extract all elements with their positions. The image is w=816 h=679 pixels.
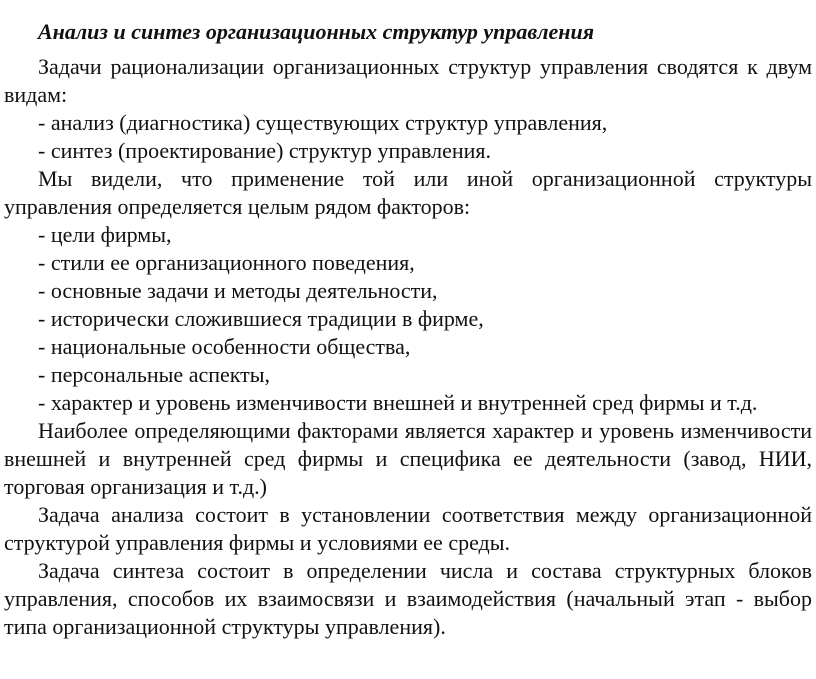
list-item-analysis: - анализ (диагностика) существующих структур управления, [38,110,608,135]
list-item-factor: - основные задачи и методы деятельности, [38,278,438,303]
paragraph-synthesis-task: Задача синтеза состоит в определении числа и состава структурных блоков управления, способов их взаимосвязи и взаимодействия (начальный этап - выбор типа организационной структуры управления). [4,558,812,639]
paragraph-key-factors: Наиболее определяющими факторами является характер и уровень изменчивости внешней и внутренней сред фирмы и специфика ее деятельности (завод, НИИ, торговая организация и т.д.) [4,418,812,499]
document-title: Анализ и синтез организационных структур управления [38,19,595,44]
list-item-factor: - стили ее организационного поведения, [38,250,415,275]
list-item-synthesis: - синтез (проектирование) структур управления. [38,138,492,163]
list-item-factor: - характер и уровень изменчивости внешней и внутренней сред фирмы и т.д. [38,390,758,415]
paragraph-factors: Мы видели, что применение той или иной организационной структуры управления определяется целым рядом факторов: [4,166,812,219]
list-item-factor: - национальные особенности общества, [38,334,411,359]
list-item-factor: - цели фирмы, [38,222,172,247]
list-item-factor: - исторически сложившиеся традиции в фирме, [38,306,484,331]
document-page [4,18,812,641]
paragraph-intro: Задачи рационализации организационных структур управления сводятся к двум видам: [4,54,812,107]
paragraph-analysis-task: Задача анализа состоит в установлении соответствия между организационной структурой управления фирмы и условиями ее среды. [4,502,812,555]
list-item-factor: - персональные аспекты, [38,362,271,387]
